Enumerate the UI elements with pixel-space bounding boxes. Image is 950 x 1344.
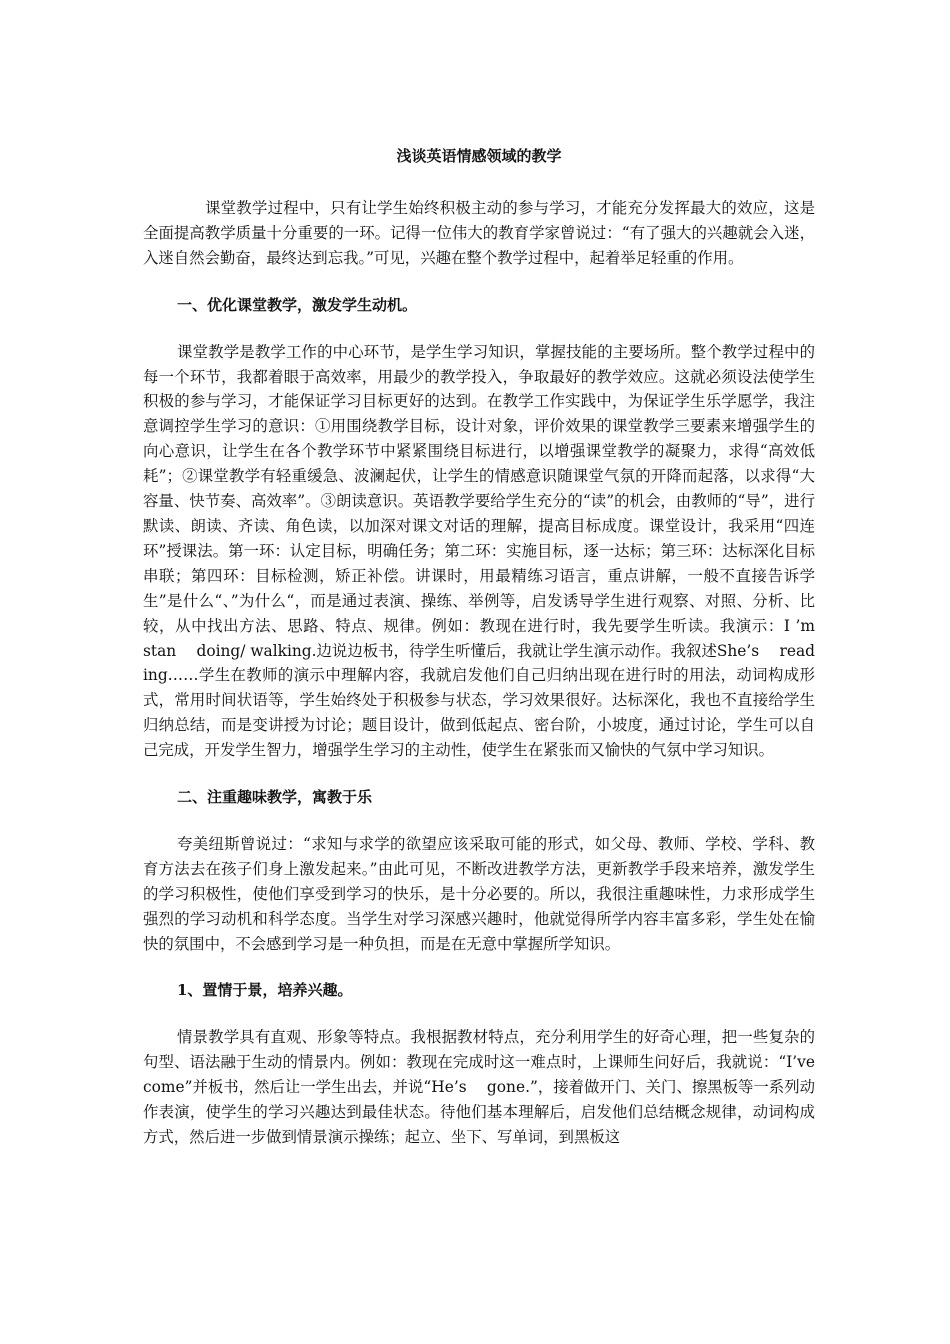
document-title: 浅谈英语情感领域的教学 bbox=[396, 147, 562, 165]
section-body-1: 课堂教学是教学工作的中心环节，是学生学习知识，掌握技能的主要场所。整个教学过程中的每一个环节，我都着眼于高效率，用最少的教学投入，争取最好的教学效应。这就必须设法使学生积极的参与学习，才能保证学习目标更好的达到。在教学工作实践中，为保证学生乐学愿学，我注意调控学生学习的意识：①用围绕教学目标，设计对象，评价效果的课堂教学三要素来增强学生的向心意识，让学生在各个教学环节中紧紧围绕目标进行，以增强课堂教学的凝聚力，求得“高效低耗”；②课堂教学有轻重缓急、波澜起伏，让学生的情感意识随课堂气氛的开降而起落，以求得“大容量、快节奏、高效率”。③朗读意识。英语教学要给学生充分的“读”的机会，由教师的“导”，进行默读、朗读、齐读、角色读，以加深对课文对话的理解，提高目标成度。课堂设计，我采用“四连环”授课法。第一环：认定目标，明确任务；第二环：实施目标，逐一达标；第三环：达标深化目标串联；第四环：目标检测，矫正补偿。讲课时，用最精练习语言，重点讲解，一般不直接告诉学生”是什么“、”为什么“，而是通过表演、操练、举例等，启发诱导学生进行观察、对照、分析、比较，从中找出方法、思路、特点、规律。例如：教现在进行时，我先要学生听读。我演示：I ’m stan doing/ walking.边说边板书，待学生听懂后，我就让学生演示动作。我叙述She’s reading……学生在教师的演示中理解内容，我就启发他们自己归纳出现在进行时的用法，动词构成形式，常用时间状语等，学生始终处于积极参与状态，学习效果很好。达标深化，我也不直接给学生归纳总结，而是变讲授为讨论；题目设计，做到低起点、密台阶，小坡度，通过讨论，学生可以自己完成，开发学生智力，增强学生学习的主动性，使学生在紧张而又愉快的气氛中学习知识。 bbox=[143, 342, 836, 760]
subsection-body-1: 情景教学具有直观、形象等特点。我根据教材特点，充分利用学生的好奇心理，把一些复杂的句型、语法融于生动的情景内。例如：教现在完成时这一难点时，上课师生问好后，我就说：“I’ve come”并板书，然后让一学生出去，并说“He’s gone.”，接着做开门、关门、擦黑板等一系列动作表演，使学生的学习兴趣达到最佳状态。待他们基本理解后，启发他们总结概念规律，动词构成方式，然后进一步做到情景演示操练；起立、坐下、写单词，到黑板这 bbox=[143, 1028, 836, 1146]
section-heading-2: 二、注重趣味教学，寓教于乐 bbox=[177, 788, 373, 807]
subsection-heading-1: 1、置情于景，培养兴趣。 bbox=[177, 981, 353, 1000]
intro-paragraph: 课堂教学过程中，只有让学生始终积极主动的参与学习，才能充分发挥最大的效应，这是全面提高教学质量十分重要的一环。记得一位伟大的教育学家曾说过：“有了强大的兴趣就会入迷，入迷自然会勤奋，最终达到忘我。”可见，兴趣在整个教学过程中，起着举足轻重的作用。 bbox=[143, 199, 815, 267]
section-body-2: 夸美纽斯曾说过：“求知与求学的欲望应该采取可能的形式，如父母、教师、学校、学科、教育方法去在孩子们身上激发起来。”由此可见，不断改进教学方法，更新教学手段来培养，激发学生的学习积极性，使他们享受到学习的快乐，是十分必要的。所以，我很注重趣味性，力求形成学生强烈的学习动机和科学态度。当学生对学习深感兴趣时，他就觉得所学内容丰富多彩，学生处在愉快的氛围中，不会感到学习是一种负担，而是在无意中掌握所学知识。 bbox=[143, 834, 815, 953]
section-heading-1: 一、优化课堂教学，激发学生动机。 bbox=[177, 295, 418, 314]
document-body bbox=[143, 144, 836, 1150]
